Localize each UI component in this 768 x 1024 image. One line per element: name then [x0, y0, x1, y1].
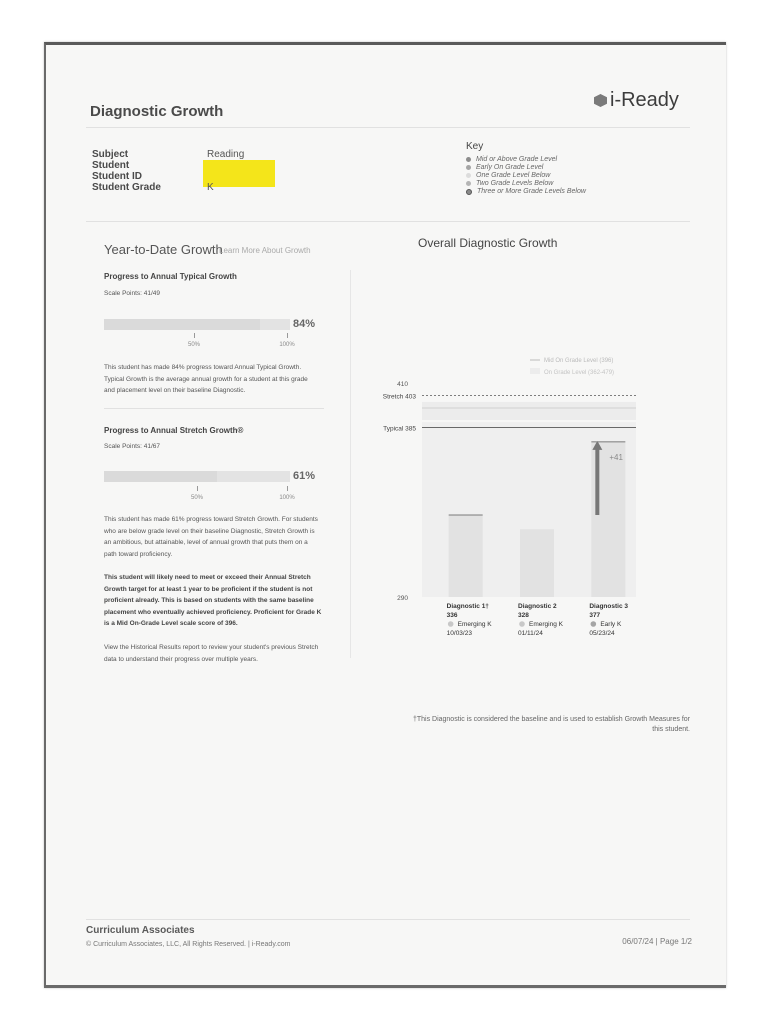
value-label: 336 — [446, 612, 458, 619]
subsection-divider — [104, 408, 324, 409]
typical-scale-points: Scale Points: 41/49 — [104, 290, 161, 297]
y-tick-label: 410 — [397, 381, 408, 388]
stretch-progress-bar — [104, 471, 290, 482]
date-label: 01/11/24 — [518, 630, 543, 637]
header-divider — [86, 127, 690, 128]
bar — [520, 529, 554, 597]
report-page — [44, 42, 726, 988]
tick-100-label: 100% — [279, 495, 295, 501]
tick-50-label: 50% — [190, 495, 203, 501]
placement-label: Emerging K — [529, 621, 563, 628]
date-label: 10/03/23 — [446, 630, 472, 637]
subject-label: Subject — [92, 149, 129, 160]
legend-mid-label: Mid On Grade Level (396) — [544, 358, 614, 364]
typical-progress-bar — [104, 319, 290, 330]
key-list — [466, 156, 586, 195]
value-label: 328 — [518, 612, 529, 619]
subject-value: Reading — [207, 149, 245, 160]
date-label: 05/23/24 — [589, 630, 615, 637]
growth-label: +41 — [609, 452, 623, 462]
level-dot-icon — [466, 165, 471, 170]
iready-logo — [594, 89, 679, 112]
tick-50 — [197, 486, 198, 491]
level-dot-icon — [466, 157, 471, 162]
reference-line-label: Typical 385 — [383, 425, 416, 433]
placement-dot-icon — [448, 621, 454, 627]
logo-text: i-Ready — [610, 89, 679, 111]
stretch-progress-fill — [104, 471, 217, 482]
key-title: Key — [466, 141, 484, 152]
stretch-scale-points: Scale Points: 41/67 — [104, 443, 161, 450]
bar — [449, 515, 483, 597]
typical-description: This student has made 84% progress toward Annual Typical Growth. Typical Growth is the average annual growth for a student at this grade and placement level on their baseline Diagnostic. — [104, 364, 308, 394]
key-item: One Grade Level Below — [466, 172, 586, 179]
learn-more-link[interactable]: Learn More About Growth — [219, 246, 311, 255]
footer-divider — [86, 919, 690, 920]
key-item: Two Grade Levels Below — [466, 180, 586, 187]
level-dot-icon — [466, 173, 471, 178]
footer-copyright: © Curriculum Associates, LLC, All Rights Reserved. | i-Ready.com — [86, 941, 291, 948]
reference-line-label: Stretch 403 — [382, 393, 416, 401]
tick-100-label: 100% — [279, 342, 295, 348]
ytd-growth-title: Year-to-Date Growth — [104, 242, 223, 257]
historical-results-note: View the Historical Results report to review your student's previous Stretch data to understand their progress over multiple years. — [104, 644, 319, 663]
footer-date-page: 06/07/24 | Page 1/2 — [622, 937, 692, 946]
category-label: Diagnostic 3 — [589, 603, 628, 610]
placement-dot-icon — [591, 621, 597, 627]
diagnostic-growth-chart — [364, 345, 708, 637]
student-label: Student — [92, 160, 130, 171]
tick-50-label: 50% — [187, 342, 200, 348]
value-label: 377 — [589, 612, 601, 619]
stretch-description: This student has made 61% progress toward Stretch Growth. For students who are below grade level on their baseline Diagnostic, Stretch Growth is an ambitious, but attainable, level of annual growth that puts them on a path toward proficiency. — [104, 516, 318, 558]
student-grade-label: Student Grade — [92, 182, 161, 193]
stretch-growth-heading: Progress to Annual Stretch Growth® — [104, 426, 244, 435]
key-item: Three or More Grade Levels Below — [466, 188, 586, 195]
placement-dot-icon — [519, 621, 525, 627]
section-divider — [86, 221, 690, 222]
stretch-percent: 61% — [293, 470, 316, 482]
iready-cube-icon — [594, 94, 607, 107]
legend-band-label: On Grade Level (362-479) — [544, 370, 615, 376]
placement-label: Early K — [600, 621, 622, 628]
info-labels — [92, 149, 161, 193]
page-title: Diagnostic Growth — [90, 103, 224, 120]
tick-100 — [287, 333, 288, 338]
typical-growth-heading: Progress to Annual Typical Growth — [104, 272, 237, 281]
tick-50 — [194, 333, 195, 338]
category-label: Diagnostic 1† — [446, 603, 489, 610]
baseline-footnote: †This Diagnostic is considered the baseline and is used to establish Growth Measures for this student. — [412, 716, 690, 733]
legend-band-swatch — [530, 368, 540, 374]
placement-label: Emerging K — [457, 621, 492, 628]
stretch-proficiency-note: This student will likely need to meet or exceed their Annual Stretch Growth target for at least 1 year to be proficient if the student is not proficient already. This is based on students with the same baseline placement who eventually achieved proficiency. Proficient for Grade K is a Mid On-Grade Level scale score of 396. — [104, 574, 322, 627]
grade-value: K — [207, 182, 214, 193]
typical-percent: 84% — [293, 318, 316, 330]
tick-100 — [287, 486, 288, 491]
footer-brand: Curriculum Associates — [86, 925, 195, 936]
typical-progress-fill — [104, 319, 260, 330]
student-id-label: Student ID — [92, 171, 142, 182]
key-item: Early On Grade Level — [466, 164, 586, 171]
key-item: Mid or Above Grade Level — [466, 156, 586, 163]
level-dot-icon — [466, 189, 472, 195]
chart-title: Overall Diagnostic Growth — [418, 236, 558, 250]
y-tick-label: 290 — [397, 595, 408, 602]
category-label: Diagnostic 2 — [518, 603, 557, 610]
on-grade-band — [422, 402, 636, 420]
column-divider — [350, 270, 351, 658]
level-dot-icon — [466, 181, 471, 186]
